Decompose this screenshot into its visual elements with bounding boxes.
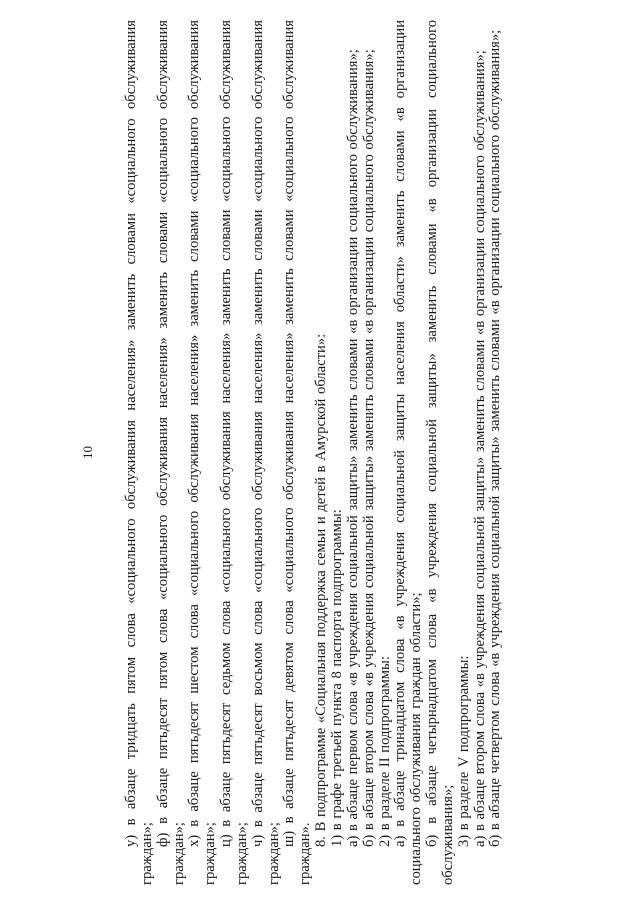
- paragraph-item-2b: б) в абзаце четырнадцатом слова «в учреждения социальной защиты» заменить словами «в организации социального обслуживания»;: [424, 20, 456, 885]
- section-heading-8: 8. В подпрограмме «Социальная поддержка семьи и детей в Амурской области»:: [313, 333, 330, 847]
- paragraph-item-3a: а) в абзаце втором слова «в учреждения социальной защиты» заменить словами «в организации социального обслуживания»;: [471, 50, 488, 847]
- paragraph-item-2a: а) в абзаце тринадцатом слова «в учреждения социальной защиты населения области» заменить словами «в организации социального обслуживания граждан области»;: [392, 20, 425, 885]
- subsection-2: 2) в разделе II подпрограммы:: [376, 656, 393, 847]
- paragraph-item-1a: а) в абзаце первом слова «в учреждения социальной защиты» заменить словами «в организации социального обслуживания»;: [344, 49, 361, 847]
- paragraph-item-1b: б) в абзаце втором слова «в учреждения социальной защиты» заменить словами «в организации социального обслуживания»;: [360, 49, 377, 847]
- page-number: 10: [80, 446, 95, 459]
- paragraph-item-3b: б) в абзаце четвертом слова «в учреждения социальной защиты» заменить словами «в организации социального обслуживания»;: [487, 29, 504, 847]
- paragraph-item-kh: х) в абзаце пятьдесят шестом слова «социального обслуживания населения» заменить словами «социального обслуживания граждан»;: [186, 20, 219, 885]
- paragraph-item-u: у) в абзаце тридцать пятом слова «социального обслуживания населения» заменить словами «социального обслуживания граждан»;: [123, 20, 155, 885]
- subsection-1: 1) в графе третьей пункта 8 паспорта подпрограммы:: [328, 509, 345, 847]
- document-body: [124, 20, 504, 885]
- paragraph-item-ts: ц) в абзаце пятьдесят седьмом слова «социального обслуживания населения» заменить словами «социального обслуживания граждан»;: [218, 20, 250, 885]
- rotated-content: [80, 20, 616, 885]
- subsection-3: 3) в разделе V подпрограммы:: [455, 655, 472, 847]
- paragraph-item-ch: ч) в абзаце пятьдесят восьмом слова «социального обслуживания населения» заменить словами «социального обслуживания граждан»;: [249, 20, 282, 885]
- paragraph-item-sh: ш) в абзаце пятьдесят девятом слова «социального обслуживания населения» заменить словами «социального обслуживания граждан».: [281, 20, 314, 885]
- paragraph-item-f: ф) в абзаце пятьдесят пятом слова «социального обслуживания населения» заменить словами «социального обслуживания граждан»;: [154, 20, 187, 885]
